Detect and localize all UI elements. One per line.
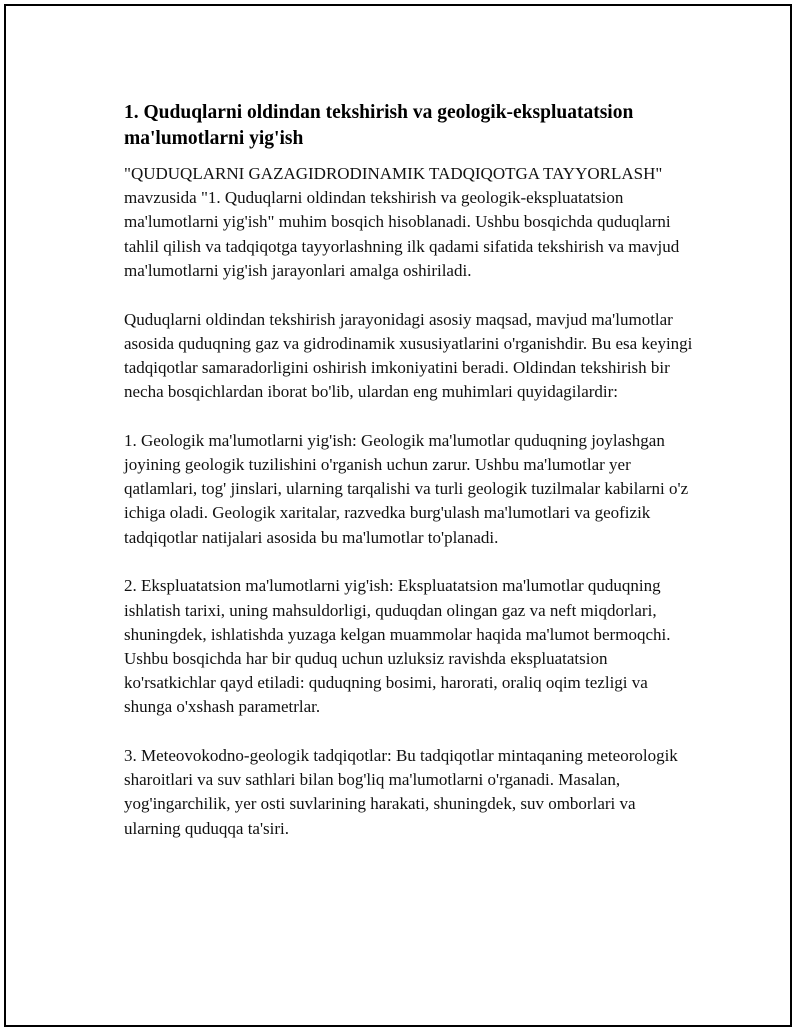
- document-body: [124, 100, 696, 865]
- paragraph-geological-data: 1. Geologik ma'lumotlarni yig'ish: Geologik ma'lumotlar quduqning joylashgan joyining geologik tuzilishini o'rganish uchun zarur. Ushbu ma'lumotlar yer qatlamlari, tog' jinslari, ularning tarqalishi va turli geologik tuzilmalar kabilarni o'z ichiga oladi. Geologik xaritalar, razvedka burg'ulash ma'lumotlari va geofizik tadqiqotlar natijalari asosida bu ma'lumotlar to'planadi.: [124, 430, 689, 547]
- paragraph-meteorological-studies: 3. Meteovokodno-geologik tadqiqotlar: Bu tadqiqotlar mintaqaning meteorologik sharoitlari va suv sathlari bilan bog'liq ma'lumotlarni o'rganadi. Masalan, yog'ingarchilik, yer osti suvlarining harakati, shuningdek, suv omborlari va ularning quduqqa ta'siri.: [124, 746, 678, 838]
- document-heading: 1. Quduqlarni oldindan tekshirish va geologik-ekspluatatsion ma'lumotlarni yig'ish: [124, 102, 634, 149]
- paragraph-exploitation-data: 2. Ekspluatatsion ma'lumotlarni yig'ish: Ekspluatatsion ma'lumotlar quduqning ishlatish tarixi, uning mahsuldorligi, quduqdan olingan gaz va neft miqdorlari, shuningdek, ishlatishda yuzaga kelgan muammolar haqida ma'lumot bermoqchi. Ushbu bosqichda har bir quduq uchun uzluksiz ravishda ekspluatatsion ko'rsatkichlar qayd etiladi: quduqning bosimi, harorati, oraliq oqim tezligi va shunga o'xshash parametrlar.: [124, 576, 671, 717]
- paragraph-purpose: Quduqlarni oldindan tekshirish jarayonidagi asosiy maqsad, mavjud ma'lumotlar asosida quduqning gaz va gidrodinamik xususiyatlarini o'rganishdir. Bu esa keyingi tadqiqotlar samaradorligini oshirish imkoniyatini beradi. Oldindan tekshirish bir necha bosqichlardan iborat bo'lib, ulardan eng muhimlari quyidagilardir:: [124, 309, 693, 402]
- paragraph-intro: "QUDUQLARNI GAZAGIDRODINAMIK TADQIQOTGA TAYYORLASH" mavzusida "1. Quduqlarni oldindan tekshirish va geologik-ekspluatatsion ma'lumotlarni yig'ish" muhim bosqich hisoblanadi. Ushbu bosqichda quduqlarni tahlil qilish va tadqiqotga tayyorlashning ilk qadami sifatida tekshirish va mavjud ma'lumotlarni yig'ish jarayonlari amalga oshiriladi.: [124, 164, 680, 280]
- page-frame: [4, 4, 792, 1027]
